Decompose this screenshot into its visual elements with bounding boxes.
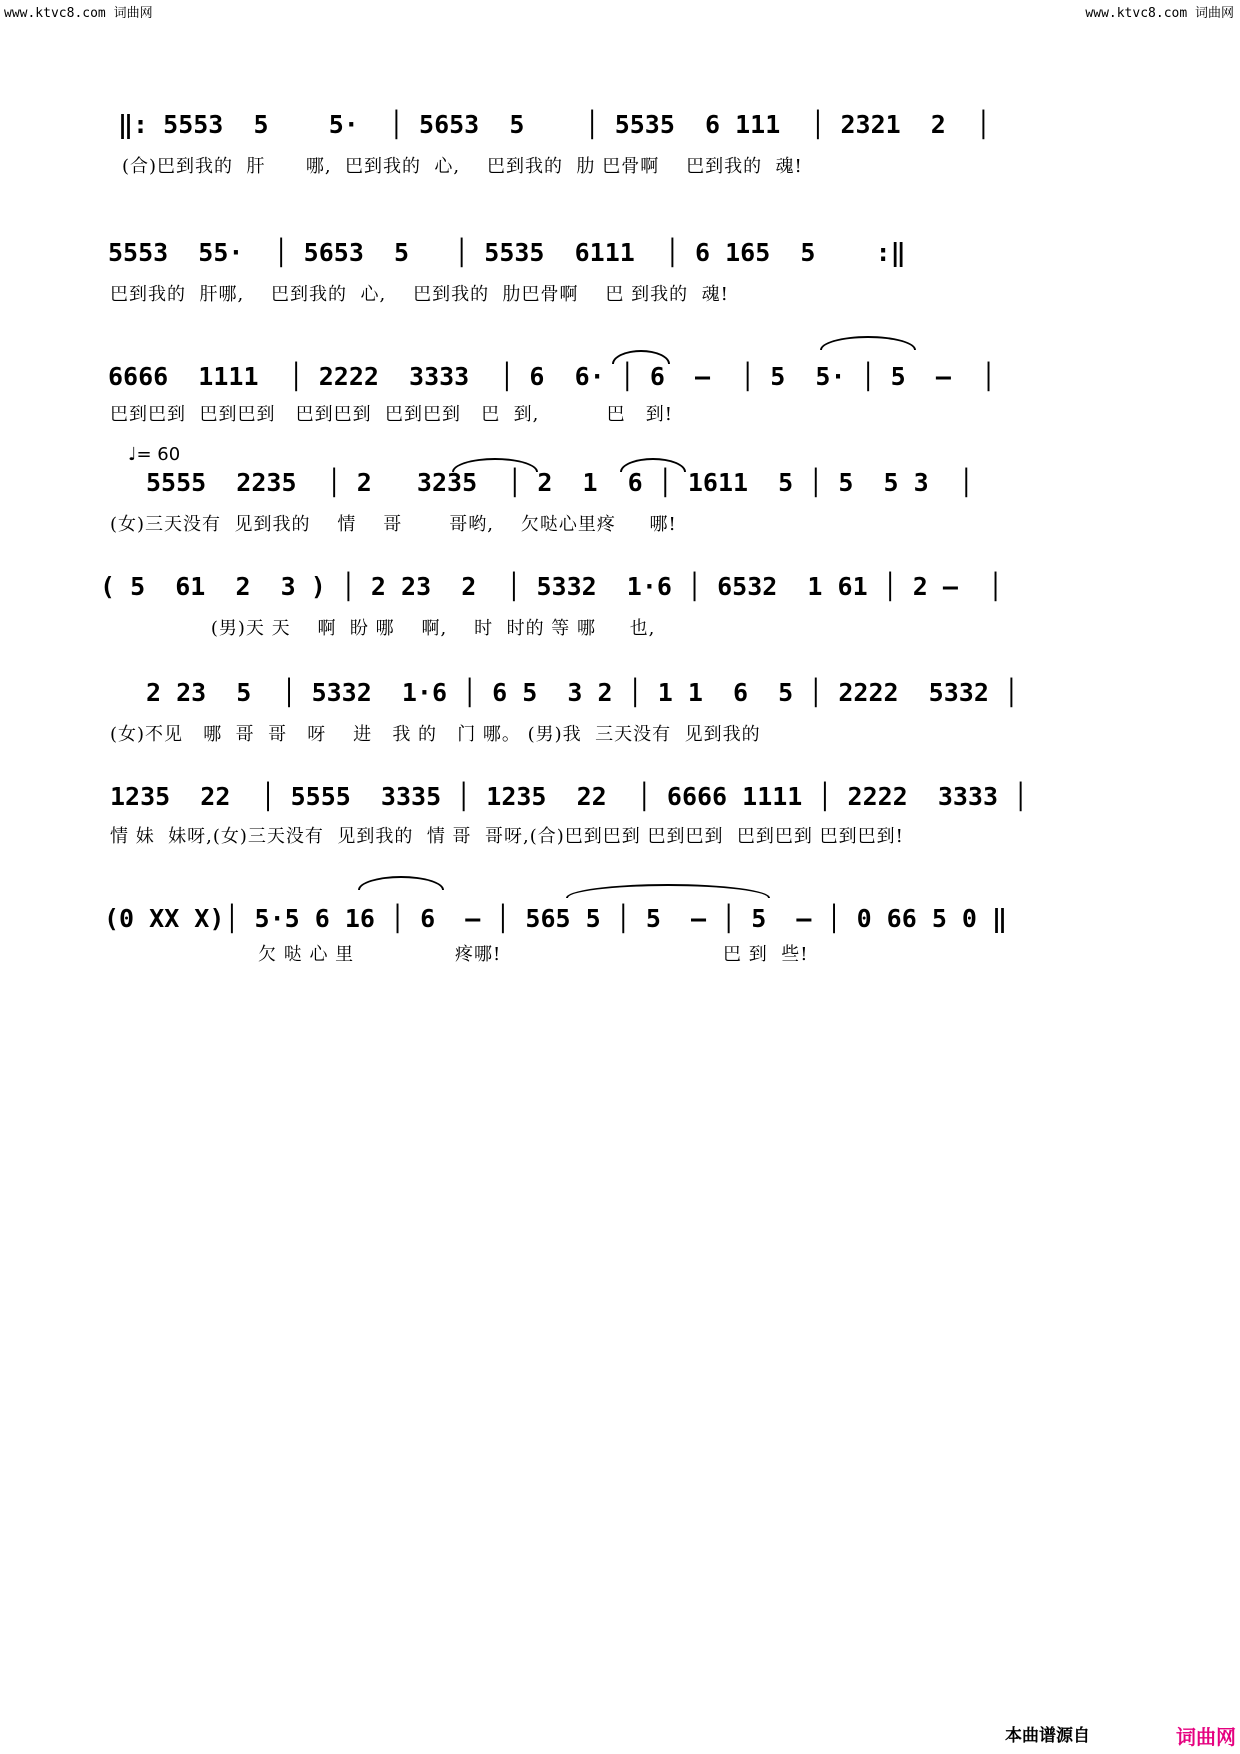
slur-mark	[358, 876, 444, 890]
lyrics-line-1: (合)巴到我的 肝 哪, 巴到我的 心, 巴到我的 肋 巴骨啊 巴到我的 魂!	[122, 156, 803, 177]
notes-line-4: 5555 2235 │ 2 3235 │ 2 1 6 │ 1611 5 │ 5 5 3 │	[146, 468, 974, 497]
footer-source-text: 本曲谱源自	[1005, 1726, 1090, 1746]
lyrics-line-3: 巴到巴到 巴到巴到 巴到巴到 巴到巴到 巴 到, 巴 到!	[110, 404, 673, 425]
lyrics-line-4: (女)三天没有 见到我的 情 哥 哥哟, 欠哒心里疼 哪!	[110, 514, 677, 535]
header-left: www.ktvc8.com 词曲网	[4, 6, 153, 21]
tempo-marking: ♩= 60	[128, 444, 181, 465]
lyrics-line-2: 巴到我的 肝哪, 巴到我的 心, 巴到我的 肋巴骨啊 巴 到我的 魂!	[110, 284, 729, 305]
slur-mark	[820, 336, 916, 350]
lyrics-line-5: (男)天 天 啊 盼 哪 啊, 时 时的 等 哪 也,	[110, 618, 656, 639]
slur-mark	[620, 458, 686, 472]
notes-line-6: 2 23 5 │ 5332 1·6 │ 6 5 3 2 │ 1 1 6 5 │ 2222 5332 │	[146, 678, 1019, 707]
footer-site-logo[interactable]: 词曲网	[1176, 1725, 1236, 1749]
header-right: www.ktvc8.com 词曲网	[1085, 6, 1234, 21]
notes-line-7: 1235 22 │ 5555 3335 │ 1235 22 │ 6666 1111 │ 2222 3333 │	[110, 782, 1029, 811]
slur-mark	[452, 458, 538, 472]
notes-line-5: ( 5 61 2 3 ) │ 2 23 2 │ 5332 1·6 │ 6532 1 61 │ 2 – │	[100, 572, 1004, 601]
slur-mark	[612, 350, 670, 364]
notes-line-2: 5553 55· │ 5653 5 │ 5535 6111 │ 6 165 5 :‖	[108, 238, 906, 267]
lyrics-line-7: 情 妹 妹呀,(女)三天没有 见到我的 情 哥 哥呀,(合)巴到巴到 巴到巴到 巴到巴到 巴到巴到!	[110, 826, 904, 847]
lyrics-line-6: (女)不见 哪 哥 哥 呀 进 我 的 门 哪。 (男)我 三天没有 见到我的	[110, 724, 761, 745]
notes-line-3: 6666 1111 │ 2222 3333 │ 6 6· │ 6 – │ 5 5· │ 5 – │	[108, 362, 997, 391]
slur-mark	[566, 884, 770, 898]
notes-line-8: (0 XX X)│ 5·5 6 16 │ 6 – │ 565 5 │ 5 – │ 5 – │ 0 66 5 0 ‖	[104, 904, 1008, 933]
notes-line-1: ‖: 5553 5 5· │ 5653 5 │ 5535 6 111 │ 2321 2 │	[118, 110, 991, 139]
lyrics-line-8: 欠 哒 心 里 疼哪! 巴 到 些!	[258, 944, 809, 965]
